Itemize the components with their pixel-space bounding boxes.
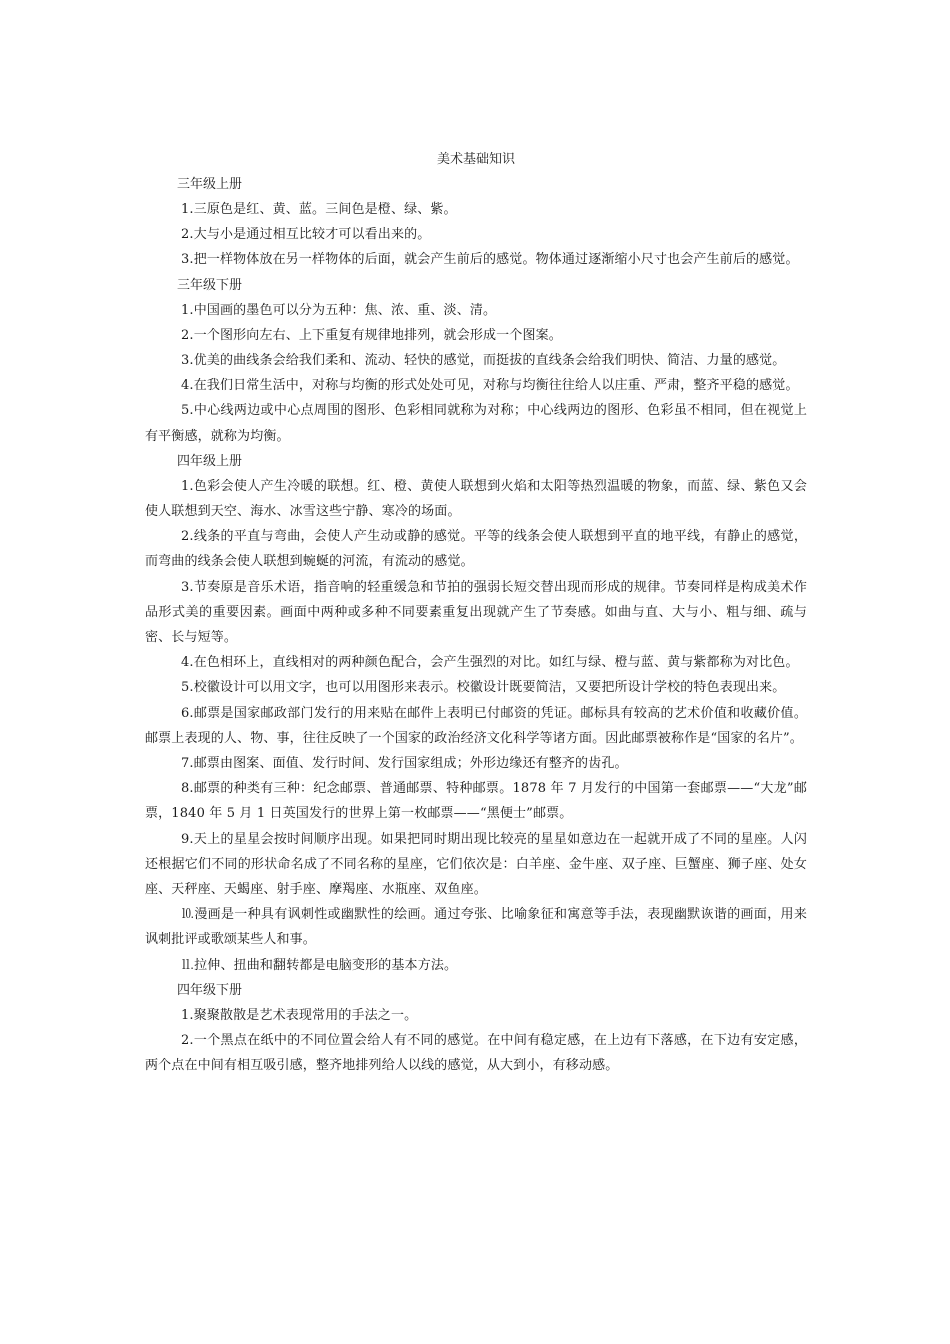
list-item: 7.邮票由图案、面值、发行时间、发行国家组成；外形边缘还有整齐的齿孔。 (181, 756, 628, 772)
list-item: ⒑漫画是一种具有讽刺性或幽默性的绘画。通过夸张、比喻象征和寓意等手法，表现幽默诙谐的画面，用来讽刺批评或歌颂某些人和事。 (145, 907, 807, 948)
list-item: 1.色彩会使人产生冷暖的联想。红、橙、黄使人联想到火焰和太阳等热烈温暖的物象，而蓝、绿、紫色又会使人联想到天空、海水、冰雪这些宁静、寒冷的场面。 (145, 478, 807, 520)
list-item: 2.一个图形向左右、上下重复有规律地排列，就会形成一个图案。 (181, 327, 562, 343)
list-item: 3.节奏原是音乐术语，指音响的轻重缓急和节拍的强弱长短交替出现而形成的规律。节奏同样是构成美术作品形式美的重要因素。画面中两种或多种不同要素重复出现就产生了节奏感。如曲与直、大与小、粗与细、疏与密、长与短等。 (145, 579, 807, 646)
document-page (145, 147, 807, 1079)
document-title: 美术基础知识 (436, 152, 515, 167)
list-item: 1.中国画的墨色可以分为五种：焦、浓、重、淡、清。 (181, 302, 497, 318)
section-heading: 三年级下册 (177, 277, 243, 293)
section-grade4-first (145, 449, 807, 978)
section-grade3-first (145, 172, 807, 273)
list-item: 4.在色相环上，直线相对的两种颜色配合，会产生强烈的对比。如红与绿、橙与蓝、黄与紫都称为对比色。 (181, 655, 799, 671)
list-item: 1.三原色是红、黄、蓝。三间色是橙、绿、紫。 (181, 202, 457, 217)
list-item: 9.天上的星星会按时间顺序出现。如果把同时期出现比较亮的星星如意边在一起就开成了不同的星座。人闪还根据它们不同的形状命名成了不同名称的星座，它们依次是：白羊座、金牛座、双子座、巨蟹座、狮子座、处女座、天秤座、天蝎座、射手座、摩羯座、水瓶座、双鱼座。 (145, 831, 807, 898)
section-heading: 四年级下册 (177, 982, 243, 998)
list-item: 2.大与小是通过相互比较才可以看出来的。 (181, 227, 431, 243)
list-item: 8.邮票的种类有三种：纪念邮票、普通邮票、特种邮票。1878 年 7 月发行的中国第一套邮票——“大龙”邮票，1840 年 5 月 1 日英国发行的世界上第一枚邮票——“黑便士”邮票。 (145, 781, 807, 822)
list-item: ⒒拉伸、扭曲和翻转都是电脑变形的基本方法。 (181, 957, 458, 973)
list-item: 5.校徽设计可以用文字，也可以用图形来表示。校徽设计既要简洁，又要把所设计学校的特色表现出来。 (181, 680, 786, 696)
section-grade4-second (145, 978, 807, 1079)
list-item: 3.优美的曲线条会给我们柔和、流动、轻快的感觉，而挺拔的直线条会给我们明快、简洁、力量的感觉。 (181, 353, 786, 369)
section-grade3-second (145, 273, 807, 449)
list-item: 4.在我们日常生活中，对称与均衡的形式处处可见，对称与均衡往往给人以庄重、严肃，整齐平稳的感觉。 (181, 378, 799, 394)
list-item: 5.中心线两边或中心点周围的图形、色彩相同就称为对称；中心线两边的图形、色彩虽不相同，但在视觉上有平衡感，就称为均衡。 (145, 403, 807, 444)
list-item: 3.把一样物体放在另一样物体的后面，就会产生前后的感觉。物体通过逐渐缩小尺寸也会产生前后的感觉。 (181, 252, 799, 268)
list-item: 1.聚聚散散是艺术表现常用的手法之一。 (181, 1007, 418, 1023)
section-heading: 四年级上册 (177, 453, 243, 469)
list-item: 6.邮票是国家邮政部门发行的用来贴在邮件上表明已付邮资的凭证。邮标具有较高的艺术价值和收藏价值。邮票上表现的人、物、事，往往反映了一个国家的政治经济文化科学等诸方面。因此邮票被称作是“国家的名片”。 (145, 705, 807, 746)
section-heading: 三年级上册 (177, 177, 243, 192)
list-item: 2.线条的平直与弯曲，会使人产生动或静的感觉。平等的线条会使人联想到平直的地平线，有静止的感觉，而弯曲的线条会使人联想到蜿蜒的河流，有流动的感觉。 (145, 529, 807, 570)
list-item: 2.一个黑点在纸中的不同位置会给人有不同的感觉。在中间有稳定感，在上边有下落感，在下边有安定感，两个点在中间有相互吸引感，整齐地排列给人以线的感觉，从大到小，有移动感。 (145, 1033, 807, 1074)
